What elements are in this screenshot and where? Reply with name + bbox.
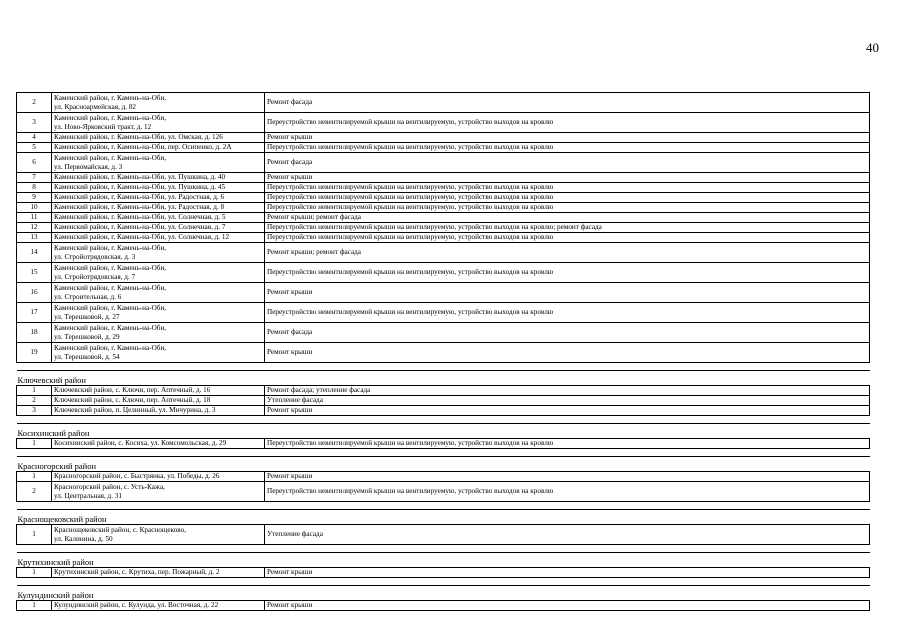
row-number: 1 — [17, 472, 52, 482]
row-number: 1 — [17, 568, 52, 578]
row-address: Каменский район, г. Камень-на-Оби, ул. Пушкина, д. 40 — [52, 173, 265, 183]
row-address: Крутихинский район, с. Крутиха, пер. Пожарный, д. 2 — [52, 568, 265, 578]
table-row — [17, 233, 870, 243]
table-row — [17, 263, 870, 283]
row-work: Ремонт крыши — [265, 283, 870, 303]
row-work: Переустройство невентилируемой крыши на вентилируемую, устройство выходов на кровлю; ремонт фасада — [265, 223, 870, 233]
row-number: 1 — [17, 601, 52, 611]
row-number: 2 — [17, 482, 52, 502]
row-number: 8 — [17, 183, 52, 193]
spacer-cell — [17, 363, 870, 371]
row-address: Каменский район, г. Камень-на-Оби, ул. Терешковой, д. 29 — [52, 323, 265, 343]
row-work: Переустройство невентилируемой крыши на вентилируемую, устройство выходов на кровлю — [265, 183, 870, 193]
row-number: 6 — [17, 153, 52, 173]
row-number: 12 — [17, 223, 52, 233]
table-row — [17, 396, 870, 406]
table-row — [17, 525, 870, 545]
spacer-cell — [17, 416, 870, 424]
row-work: Переустройство невентилируемой крыши на вентилируемую, устройство выходов на кровлю — [265, 143, 870, 153]
table-row — [17, 143, 870, 153]
table-row — [17, 343, 870, 363]
row-address: Каменский район, г. Камень-на-Оби, ул. Ново-Ярковский тракт, д. 12 — [52, 113, 265, 133]
section-spacer — [17, 363, 870, 371]
row-address: Каменский район, г. Камень-на-Оби, ул. Стройотрядовская, д. 7 — [52, 263, 265, 283]
row-number: 3 — [17, 406, 52, 416]
row-work: Переустройство невентилируемой крыши на вентилируемую, устройство выходов на кровлю — [265, 193, 870, 203]
table-row — [17, 173, 870, 183]
row-address: Каменский район, г. Камень-на-Оби, пер. Осипенко, д. 2А — [52, 143, 265, 153]
row-work: Ремонт крыши — [265, 343, 870, 363]
table-row — [17, 223, 870, 233]
row-work: Переустройство невентилируемой крыши на вентилируемую, устройство выходов на кровлю — [265, 113, 870, 133]
section-title: Кулундинский район — [17, 586, 870, 601]
row-address: Красногорский район, с. Быстрянка, ул. Победы, д. 26 — [52, 472, 265, 482]
row-address: Ключевский район, с. Ключи, пер. Аптечный, д. 18 — [52, 396, 265, 406]
row-number: 3 — [17, 113, 52, 133]
section-header-row — [17, 586, 870, 601]
row-work: Ремонт фасада — [265, 323, 870, 343]
row-address: Ключевский район, с. Ключи, пер. Аптечный, д. 16 — [52, 386, 265, 396]
table-row — [17, 283, 870, 303]
table-row — [17, 406, 870, 416]
table-row — [17, 183, 870, 193]
section-spacer — [17, 502, 870, 510]
spacer-cell — [17, 578, 870, 586]
row-number: 5 — [17, 143, 52, 153]
row-number: 2 — [17, 93, 52, 113]
row-address: Каменский район, г. Камень-на-Оби, ул. Пушкина, д. 45 — [52, 183, 265, 193]
row-address: Каменский район, г. Камень-на-Оби, ул. Солнечная, д. 12 — [52, 233, 265, 243]
row-number: 4 — [17, 133, 52, 143]
row-number: 1 — [17, 386, 52, 396]
row-address: Краснощековский район, с. Краснощеково, ул. Калинина, д. 50 — [52, 525, 265, 545]
section-title: Красногорский район — [17, 457, 870, 472]
row-address: Каменский район, г. Камень-на-Оби, ул. Омская, д. 126 — [52, 133, 265, 143]
row-address: Ключевский район, п. Целинный, ул. Мичурина, д. 3 — [52, 406, 265, 416]
row-work: Утепление фасада — [265, 396, 870, 406]
spacer-cell — [17, 449, 870, 457]
section-header-row — [17, 457, 870, 472]
table-row — [17, 213, 870, 223]
section-spacer — [17, 545, 870, 553]
row-work: Переустройство невентилируемой крыши на вентилируемую, устройство выходов на кровлю — [265, 263, 870, 283]
row-work: Утепление фасада — [265, 525, 870, 545]
section-spacer — [17, 578, 870, 586]
row-address: Каменский район, г. Камень-на-Оби, ул. Стройотрядовская, д. 3 — [52, 243, 265, 263]
row-work: Переустройство невентилируемой крыши на вентилируемую, устройство выходов на кровлю — [265, 482, 870, 502]
row-address: Косихинский район, с. Косиха, ул. Комсомольская, д. 29 — [52, 439, 265, 449]
table-row — [17, 93, 870, 113]
table-row — [17, 203, 870, 213]
row-number: 1 — [17, 439, 52, 449]
spacer-cell — [17, 545, 870, 553]
table-row — [17, 303, 870, 323]
section-spacer — [17, 416, 870, 424]
section-spacer — [17, 449, 870, 457]
row-number: 13 — [17, 233, 52, 243]
row-address: Каменский район, г. Камень-на-Оби, ул. Солнечная, д. 5 — [52, 213, 265, 223]
row-work: Ремонт крыши — [265, 133, 870, 143]
row-number: 17 — [17, 303, 52, 323]
row-number: 15 — [17, 263, 52, 283]
table-row — [17, 482, 870, 502]
row-number: 9 — [17, 193, 52, 203]
row-address: Красногорский район, с. Усть-Кажа, ул. Центральная, д. 31 — [52, 482, 265, 502]
row-number: 14 — [17, 243, 52, 263]
table-row — [17, 133, 870, 143]
table-row — [17, 193, 870, 203]
section-header-row — [17, 553, 870, 568]
row-number: 18 — [17, 323, 52, 343]
row-number: 7 — [17, 173, 52, 183]
row-work: Ремонт фасада; утепление фасада — [265, 386, 870, 396]
row-address: Кулундинский район, с. Кулунда, ул. Восточная, д. 22 — [52, 601, 265, 611]
row-work: Ремонт крыши; ремонт фасада — [265, 213, 870, 223]
page-number: 40 — [866, 40, 879, 55]
row-address: Каменский район, г. Камень-на-Оби, ул. Терешковой, д. 54 — [52, 343, 265, 363]
table-row — [17, 439, 870, 449]
row-work: Переустройство невентилируемой крыши на вентилируемую, устройство выходов на кровлю — [265, 203, 870, 213]
row-address: Каменский район, г. Камень-на-Оби, ул. Первомайская, д. 3 — [52, 153, 265, 173]
row-work: Ремонт фасада — [265, 93, 870, 113]
section-title: Краснощековский район — [17, 510, 870, 525]
works-table — [16, 92, 870, 611]
table-row — [17, 113, 870, 133]
row-address: Каменский район, г. Камень-на-Оби, ул. Солнечная, д. 7 — [52, 223, 265, 233]
table-row — [17, 243, 870, 263]
row-work: Ремонт крыши — [265, 406, 870, 416]
row-work: Переустройство невентилируемой крыши на вентилируемую, устройство выходов на кровлю — [265, 233, 870, 243]
row-work: Ремонт крыши — [265, 472, 870, 482]
row-work: Переустройство невентилируемой крыши на вентилируемую, устройство выходов на кровлю — [265, 439, 870, 449]
table-row — [17, 601, 870, 611]
row-work: Ремонт крыши — [265, 568, 870, 578]
row-work: Ремонт крыши; ремонт фасада — [265, 243, 870, 263]
section-title: Косихинский район — [17, 424, 870, 439]
works-table-body — [17, 93, 870, 611]
section-header-row — [17, 510, 870, 525]
table-row — [17, 386, 870, 396]
table-row — [17, 323, 870, 343]
table-row — [17, 568, 870, 578]
table-row — [17, 472, 870, 482]
section-header-row — [17, 371, 870, 386]
spacer-cell — [17, 502, 870, 510]
row-number: 10 — [17, 203, 52, 213]
row-work: Переустройство невентилируемой крыши на вентилируемую, устройство выходов на кровлю — [265, 303, 870, 323]
row-address: Каменский район, г. Камень-на-Оби, ул. Терешковой, д. 27 — [52, 303, 265, 323]
row-number: 11 — [17, 213, 52, 223]
section-title: Ключевский район — [17, 371, 870, 386]
row-number: 16 — [17, 283, 52, 303]
row-number: 1 — [17, 525, 52, 545]
row-address: Каменский район, г. Камень-на-Оби, ул. Радостная, д. 8 — [52, 203, 265, 213]
row-work: Ремонт крыши — [265, 601, 870, 611]
row-address: Каменский район, г. Камень-на-Оби, ул. Строительная, д. 6 — [52, 283, 265, 303]
section-header-row — [17, 424, 870, 439]
row-address: Каменский район, г. Камень-на-Оби, ул. Красноармейская, д. 82 — [52, 93, 265, 113]
table-row — [17, 153, 870, 173]
row-work: Ремонт фасада — [265, 153, 870, 173]
row-work: Ремонт крыши — [265, 173, 870, 183]
row-number: 19 — [17, 343, 52, 363]
row-number: 2 — [17, 396, 52, 406]
section-title: Крутихинский район — [17, 553, 870, 568]
row-address: Каменский район, г. Камень-на-Оби, ул. Радостная, д. 6 — [52, 193, 265, 203]
